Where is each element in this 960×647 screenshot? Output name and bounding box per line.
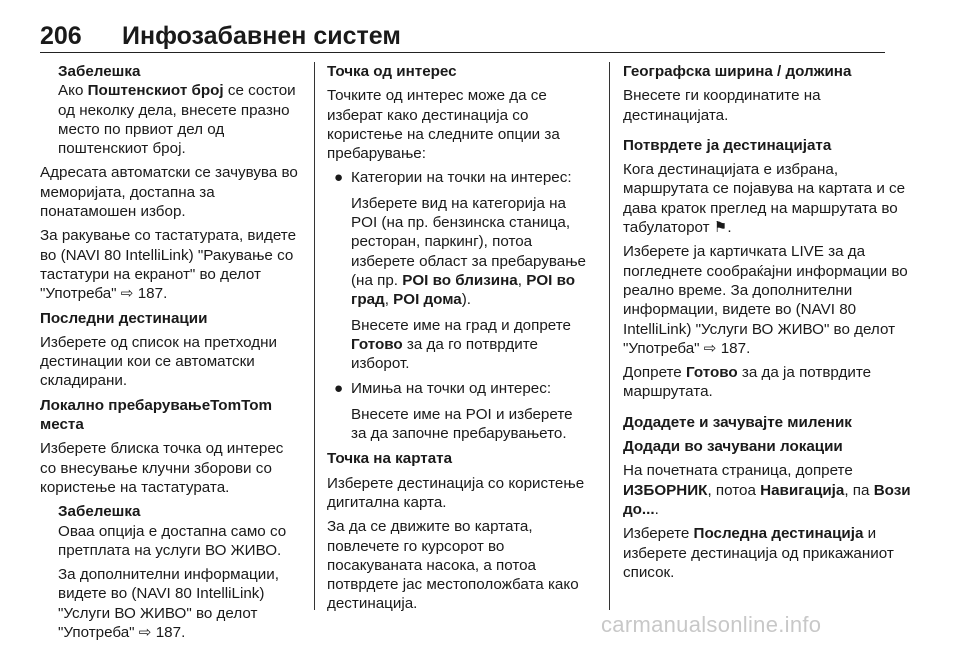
page-header [40,18,885,53]
paragraph: Адресата автоматски се зачувува во меморијата, достапна за понатамошен избор. [40,164,298,221]
term-navigation: Навигација [760,481,845,499]
paragraph: Кога дестинацијата е избрана, маршрутата се појавува на картата и се дава краток преглед на маршрутата во табулаторот ⚑. [623,161,906,237]
paragraph [623,524,913,582]
sub-heading: Додади во зачувани локации [623,438,843,456]
section-heading: Последни дестинации [40,309,208,327]
section-heading: Потврдете ја дестинацијата [623,136,832,154]
bullet-text [351,316,591,374]
section-heading: Додадете и зачувајте миленик [623,413,852,431]
paragraph: Изберете дестинација со користење дигитална карта. [327,474,585,511]
bullet-title: Имиња на точки од интерес: [351,380,552,398]
term-menu: ИЗБОРНИК [623,481,708,499]
bullet-icon: ● [334,380,344,398]
text: и изберете дестинација од прикажаниот список. [623,525,894,581]
text: , [384,291,394,309]
text: за да го потврдите изборот. [351,335,538,373]
term-drive-to: Вози до... [623,481,911,518]
text: за да ја потврдите маршрутата. [623,364,872,401]
note-title: Забелешка [58,63,141,80]
term: POI дома [393,291,462,309]
term-postcode: Поштенскиот број [87,82,224,100]
text: . [654,500,659,518]
text: ). [461,291,472,309]
section-heading: Географска ширина / должина [623,63,852,80]
paragraph: За ракување со тастатурата, видете во (NAVI 80 IntelliLink) "Ракување со тастатури на екранот" во делот "Употреба" ⇨ 187. [40,227,297,303]
paragraph: Внесете ги координатите на дестинацијата. [623,87,821,124]
text: Ако [58,82,88,100]
column-3 [623,62,913,587]
term-last-destination: Последна дестинација [693,525,864,543]
column-divider [609,62,610,610]
note-text: За дополнителни информации, видете во (NAVI 80 IntelliLink) "Услуги ВО ЖИВО" во делот "Употреба" ⇨ 187. [58,566,279,642]
bullet-text [351,194,591,310]
section-heading: Точка на картата [327,450,453,468]
text: Допрете [623,364,686,382]
bullet-icon: ● [334,169,344,187]
text: , потоа [707,481,761,499]
column-2 [327,62,591,619]
section-heading: Точка од интерес [327,63,457,80]
paragraph: Изберете ја картичката LIVE за да погледнете сообраќајни информации во реално време. За дополнителни информации, видете во (NAVI 80 IntelliLink) "Услуги ВО ЖИВО" во делот "Употреба" ⇨ 187. [623,243,908,357]
text: На почетната страница, допрете [623,462,853,480]
text: Внесете име на град и допрете [351,316,571,334]
note-title: Забелешка [58,503,141,521]
text: Изберете [623,525,694,543]
paragraph [623,461,913,519]
paragraph: Точките од интерес може да се изберат како дестинација со користење на следните опции за пребарување: [327,87,560,163]
note-box [40,502,302,642]
term: POI во град [351,271,575,309]
column-divider [314,62,315,610]
section-heading: Локално пребарувањеTomTom места [40,396,273,434]
note-text: Оваа опција е достапна само со претплата на услуги ВО ЖИВО. [58,522,287,559]
text: , па [844,481,874,499]
paragraph: Изберете блиска точка од интерес со внесување клучни зборови со користење на тастатурата. [40,440,284,496]
term-done: Готово [351,335,403,353]
text: Изберете вид на категорија на POI (на пр. бензинска станица, ресторан, паркинг), потоа изберете област за пребарување (на пр. [351,194,587,289]
column-1 [40,62,302,647]
text: , [517,271,527,289]
note-box [40,62,302,158]
note-text [58,81,302,158]
bullet-text: Внесете име на POI и изберете за да започне пребарувањето. [351,405,573,443]
bullet-title: Категории на точки на интерес: [351,169,572,187]
paragraph: За да се движите во картата, повлечете го курсорот во посакуваната насока, а потоа потврдете јас местоположбата како дестинација. [327,518,579,613]
watermark: carmanualsonline.info [601,612,822,637]
paragraph [623,363,913,402]
bullet-item [327,379,591,443]
text: се состои од неколку дела, внесете празно место по првиот дел од поштенскиот број. [58,82,296,158]
page-title: Инфозабавнен систем [122,22,401,50]
page-number: 206 [40,22,82,50]
paragraph: Изберете од список на претходни дестинации кои се автоматски складирани. [40,333,277,390]
bullet-item [327,168,591,373]
term: POI во близина [402,271,518,289]
term-done: Готово [685,364,738,382]
